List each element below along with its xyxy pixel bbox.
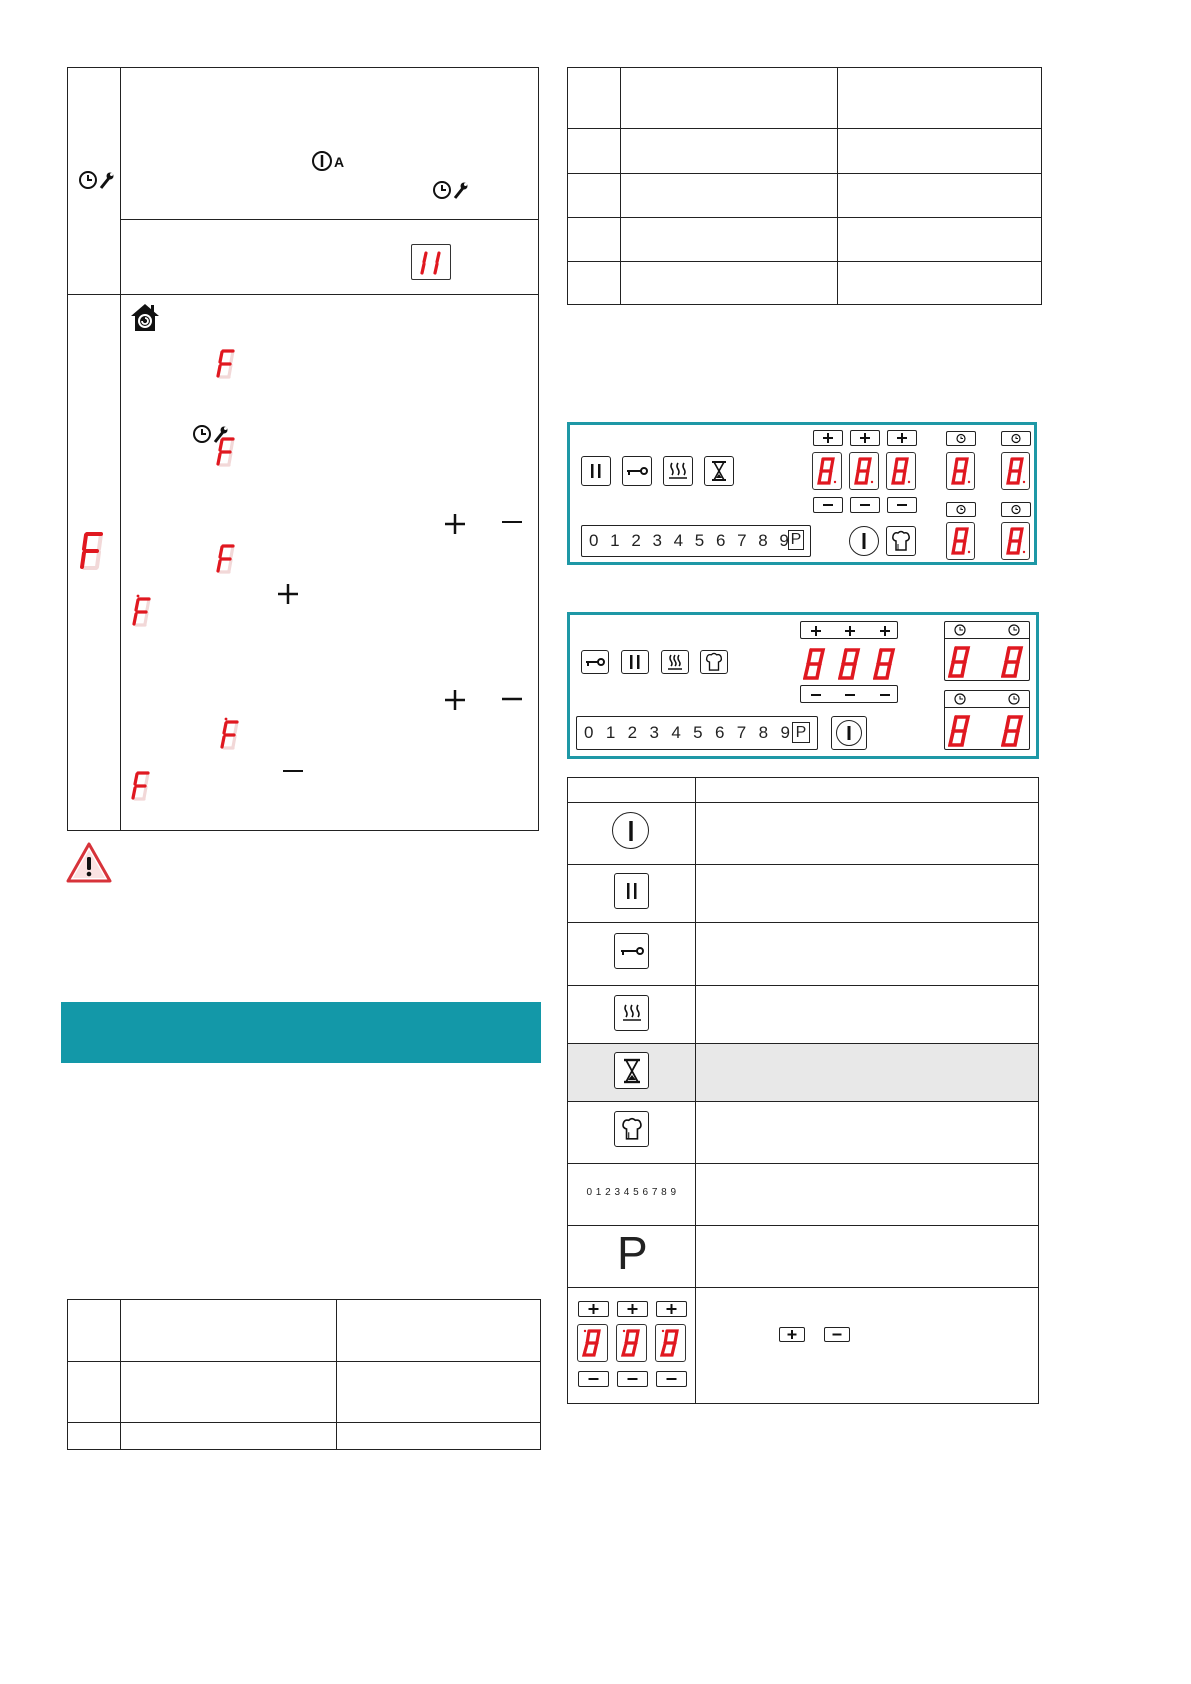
legend-row-line [567, 1225, 1039, 1226]
minus-icon [500, 688, 524, 712]
legend-row-line [567, 1163, 1039, 1164]
legend-table-col [695, 1043, 696, 1101]
settings-table-divider-v [120, 67, 121, 831]
top-right-table-col-2 [837, 67, 838, 305]
chef-hat-icon [614, 1111, 649, 1147]
power-level-1[interactable]: 1 [610, 531, 620, 550]
plus-icon [443, 688, 467, 712]
digit-8-glyph [1005, 456, 1027, 486]
f-glyph [216, 543, 240, 575]
timer-clock-button[interactable] [1001, 431, 1031, 446]
power-level-9[interactable]: 9 [780, 723, 790, 742]
legend-p-symbol: P [617, 1227, 648, 1279]
bottom-left-table-col-2 [336, 1299, 337, 1450]
power-level-2[interactable]: 2 [627, 723, 638, 742]
plus-icon [845, 626, 855, 636]
timer-clock-strip[interactable] [944, 621, 1030, 639]
plus-button [617, 1301, 648, 1317]
power-level-0[interactable]: 0 [589, 531, 599, 550]
heat-wave-icon [666, 653, 684, 671]
bottom-left-table-row-2 [67, 1422, 541, 1423]
f-glyph [131, 770, 155, 802]
plus-button[interactable] [813, 430, 843, 446]
power-level-digits [589, 531, 789, 551]
plus-button [779, 1327, 805, 1342]
bottom-left-table-col-1 [120, 1299, 121, 1450]
legend-row-line [567, 1287, 1039, 1288]
power-button[interactable] [849, 526, 879, 556]
warming-button[interactable] [663, 456, 693, 486]
key-lock-icon [625, 465, 649, 477]
plus-button[interactable] [850, 430, 880, 446]
minus-button[interactable] [813, 497, 843, 513]
power-level-7[interactable]: 7 [736, 723, 747, 742]
minus-button [617, 1371, 648, 1387]
section-header-bar [61, 1002, 541, 1063]
clock-icon [1009, 625, 1019, 635]
pause-icon [614, 873, 649, 909]
top-right-table-row-3 [567, 217, 1042, 218]
minus-button [578, 1371, 609, 1387]
warming-button[interactable] [661, 650, 689, 674]
p-key[interactable]: P [788, 530, 804, 550]
f-glyph-dot [131, 593, 155, 627]
timer-clock-button[interactable] [946, 431, 976, 446]
svg-text:A: A [334, 154, 345, 170]
pause-icon [627, 653, 643, 671]
chef-hat-icon [891, 530, 911, 552]
timer-button[interactable] [704, 456, 734, 486]
f-glyph [216, 436, 240, 468]
digit-8-glyph [853, 456, 875, 486]
legend-row-line [567, 985, 1039, 986]
digit-8-glyph [950, 526, 972, 556]
settings-table-subrow-divider [120, 219, 539, 220]
chef-button[interactable] [886, 526, 916, 556]
bottom-left-table-row-1 [67, 1361, 541, 1362]
chef-button[interactable] [700, 650, 728, 674]
digit-8-glyph [803, 647, 827, 681]
heat-wave-icon [667, 461, 689, 481]
clock-icon [955, 694, 965, 704]
digit-8-glyph [1001, 714, 1025, 748]
key-lock-button[interactable] [622, 456, 652, 486]
clock-wrench-icon [431, 178, 471, 202]
plus-icon [811, 626, 821, 636]
settings-table-row-divider [67, 294, 539, 295]
power-level-3[interactable]: 3 [652, 531, 662, 550]
digit-8-glyph [816, 456, 838, 486]
two-digit-display-glyph [418, 250, 446, 276]
power-level-9[interactable]: 9 [779, 531, 789, 550]
digit-8-glyph [581, 1328, 603, 1358]
minus-button[interactable] [850, 497, 880, 513]
plus-icon [880, 626, 890, 636]
key-lock-icon [584, 656, 606, 668]
plus-button [578, 1301, 609, 1317]
f-glyph-large [78, 530, 108, 572]
legend-row-line [567, 922, 1039, 923]
digit-8-glyph [890, 456, 912, 486]
legend-row-line [567, 1043, 1039, 1044]
digit-8-glyph [1005, 526, 1027, 556]
top-right-table-row-1 [567, 128, 1042, 129]
hourglass-icon [614, 1052, 649, 1089]
power-button[interactable] [831, 716, 867, 750]
power-level-7[interactable]: 7 [737, 531, 747, 550]
plus-strip[interactable] [800, 621, 898, 639]
top-right-table-row-2 [567, 173, 1042, 174]
power-level-3[interactable]: 3 [649, 723, 659, 742]
digit-8-glyph [950, 456, 972, 486]
minus-button [656, 1371, 687, 1387]
minus-button[interactable] [887, 497, 917, 513]
power-level-5[interactable]: 5 [693, 723, 703, 742]
power-level-8[interactable]: 8 [758, 531, 768, 550]
pause-button[interactable] [621, 650, 649, 674]
home-connect-icon [129, 302, 161, 332]
power-a-icon [312, 150, 350, 172]
pause-button[interactable] [581, 456, 611, 486]
timer-clock-button[interactable] [946, 502, 976, 517]
plus-button [656, 1301, 687, 1317]
power-level-5[interactable]: 5 [694, 531, 705, 550]
heat-wave-icon [614, 995, 649, 1031]
legend-row-line [567, 864, 1039, 865]
plus-icon [276, 582, 300, 606]
digit-8-glyph [873, 647, 897, 681]
top-right-table-row-4 [567, 261, 1042, 262]
key-lock-button[interactable] [581, 650, 609, 674]
digit-8-glyph [620, 1328, 642, 1358]
legend-row-line [567, 1101, 1039, 1102]
digit-8-glyph [948, 714, 972, 748]
digit-8-glyph [659, 1328, 681, 1358]
timer-clock-button[interactable] [1001, 502, 1031, 517]
top-right-table [567, 67, 1042, 305]
clock-icon [947, 432, 975, 445]
power-level-digits [584, 723, 790, 743]
power-level-6[interactable]: 6 [715, 531, 726, 550]
digit-8-glyph [838, 647, 862, 681]
clock-icon [947, 503, 975, 516]
power-icon [612, 812, 649, 849]
legend-row-line [567, 802, 1039, 803]
chef-hat-icon [705, 652, 723, 672]
p-key[interactable]: P [792, 722, 810, 743]
key-lock-icon [614, 933, 649, 969]
hourglass-icon [710, 460, 728, 482]
minus-button [824, 1327, 850, 1342]
power-level-8[interactable]: 8 [758, 723, 769, 742]
clock-icon [1002, 432, 1030, 445]
minus-icon [281, 760, 305, 784]
digit-8-glyph [1001, 645, 1025, 679]
power-level-2[interactable]: 2 [631, 531, 641, 550]
warning-icon [66, 842, 112, 884]
power-icon [858, 531, 870, 551]
power-level-1[interactable]: 1 [605, 723, 616, 742]
power-level-6[interactable]: 6 [714, 723, 725, 742]
f-glyph-dot [219, 716, 243, 750]
plus-icon [443, 512, 467, 536]
bottom-left-table [67, 1299, 541, 1450]
clock-icon [1009, 694, 1019, 704]
clock-icon [1002, 503, 1030, 516]
plus-button[interactable] [887, 430, 917, 446]
clock-wrench-icon [77, 168, 117, 192]
power-level-0[interactable]: 0 [584, 723, 594, 742]
power-icon [844, 724, 854, 742]
minus-icon [500, 512, 524, 536]
power-level-4[interactable]: 4 [673, 531, 684, 550]
f-glyph [216, 348, 240, 380]
pause-icon [588, 462, 604, 480]
power-level-4[interactable]: 4 [671, 723, 681, 742]
timer-clock-strip[interactable] [944, 690, 1030, 708]
minus-strip[interactable] [800, 685, 898, 703]
clock-icon [955, 625, 965, 635]
legend-scale-digits: 0 1 2 3 4 5 6 7 8 9 [586, 1187, 677, 1198]
digit-8-glyph [948, 645, 972, 679]
top-right-table-col-1 [620, 67, 621, 305]
